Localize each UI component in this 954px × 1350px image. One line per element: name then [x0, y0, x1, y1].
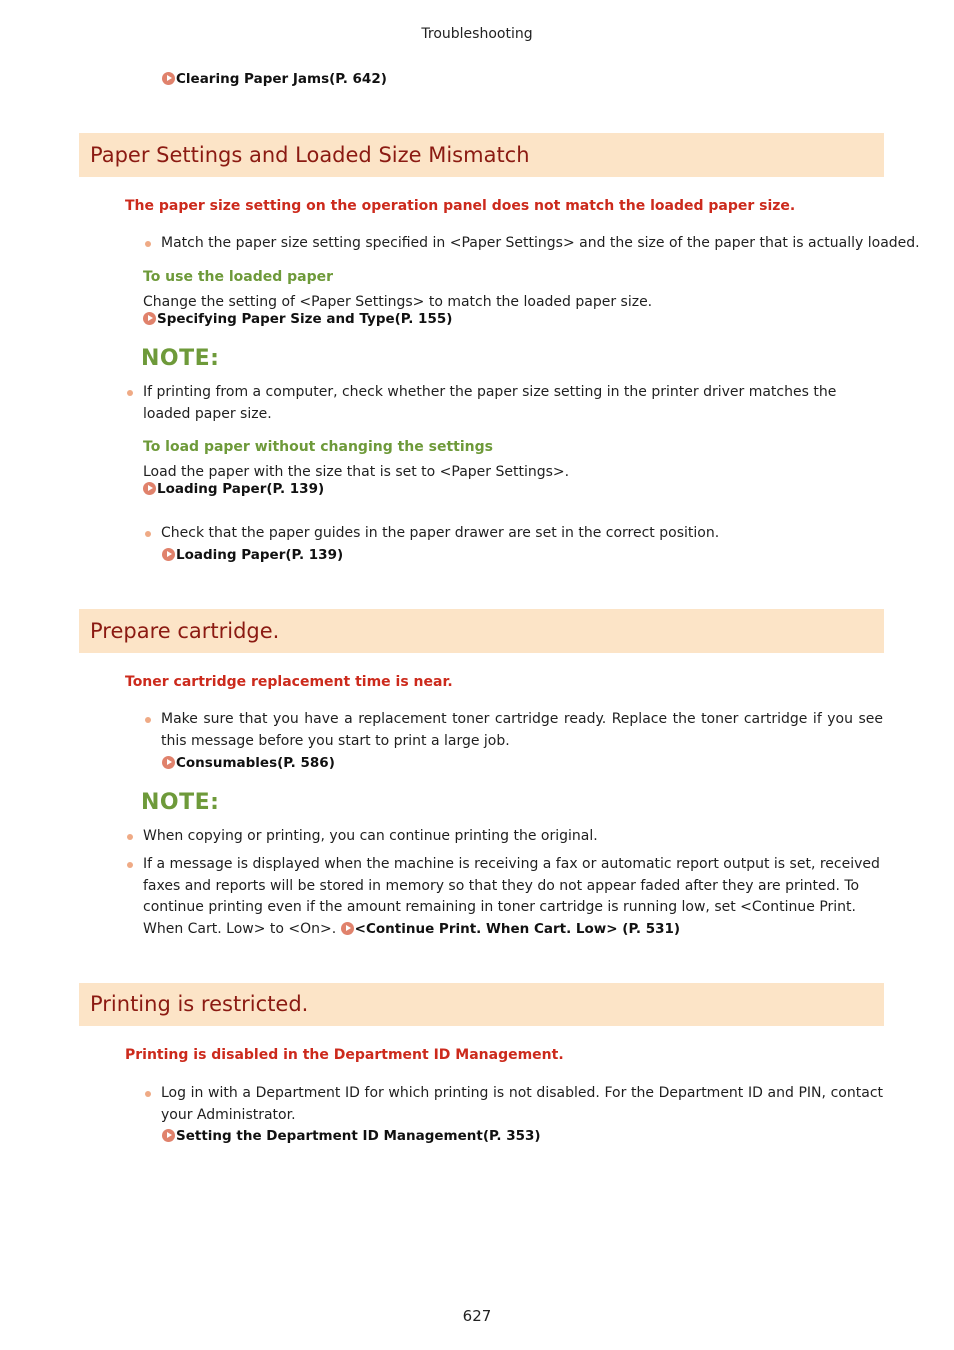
section-title: Paper Settings and Loaded Size Mismatch: [79, 133, 884, 177]
paragraph: If a message is displayed when the machine is receiving a fax or automatic report output is set, received faxes and reports will be stored in memory so that they do not appear faded after they are printed. To continue printing even if the amount remaining in toner cartridge is running low, set <Continue Print. When Cart. Low> to <On>.: [143, 856, 880, 937]
link-clearing-paper-jams[interactable]: [162, 71, 387, 87]
bullet-icon: [145, 241, 151, 247]
link-specifying-paper-size[interactable]: [143, 311, 452, 327]
link-arrow-icon: [162, 1129, 175, 1142]
note-label: NOTE:: [141, 346, 220, 371]
link-department-id-management[interactable]: [162, 1128, 541, 1144]
link-label: Clearing Paper Jams(P. 642): [176, 71, 387, 87]
bullet-icon: [127, 834, 133, 840]
link-consumables[interactable]: [162, 755, 335, 771]
section-title: Prepare cartridge.: [79, 609, 884, 653]
bullet-icon: [127, 390, 133, 396]
paragraph: Load the paper with the size that is set to <Paper Settings>.: [143, 464, 570, 480]
subheading: To load paper without changing the settings: [143, 439, 493, 455]
bullet-icon: [127, 862, 133, 868]
link-label: Loading Paper(P. 139): [176, 547, 344, 563]
link-loading-paper[interactable]: [162, 547, 343, 563]
link-label: Setting the Department ID Management(P. 353): [176, 1128, 541, 1144]
note-label: NOTE:: [141, 790, 220, 815]
link-continue-print[interactable]: [341, 921, 680, 937]
cause-text: Printing is disabled in the Department ID Management.: [125, 1047, 564, 1063]
section-title: Printing is restricted.: [79, 983, 884, 1026]
link-arrow-icon: [162, 72, 175, 85]
link-arrow-icon: [162, 548, 175, 561]
bullet-icon: [145, 717, 151, 723]
link-label: <Continue Print. When Cart. Low> (P. 531): [354, 920, 681, 937]
link-arrow-icon: [162, 756, 175, 769]
cause-text: The paper size setting on the operation panel does not match the loaded paper size.: [125, 198, 796, 214]
cause-text: Toner cartridge replacement time is near.: [125, 674, 453, 690]
bullet-icon: [145, 531, 151, 537]
page-header: Troubleshooting: [421, 26, 533, 42]
link-loading-paper[interactable]: [143, 481, 324, 497]
page-number: 627: [462, 1307, 492, 1325]
link-label: Consumables(P. 586): [176, 755, 335, 771]
subheading: To use the loaded paper: [143, 269, 334, 285]
link-arrow-icon: [143, 312, 156, 325]
link-arrow-icon: [143, 482, 156, 495]
paragraph: Change the setting of <Paper Settings> to match the loaded paper size.: [143, 294, 653, 310]
link-arrow-icon: [341, 922, 354, 935]
link-label: Loading Paper(P. 139): [157, 481, 325, 497]
bullet-icon: [145, 1091, 151, 1097]
link-label: Specifying Paper Size and Type(P. 155): [157, 311, 453, 327]
